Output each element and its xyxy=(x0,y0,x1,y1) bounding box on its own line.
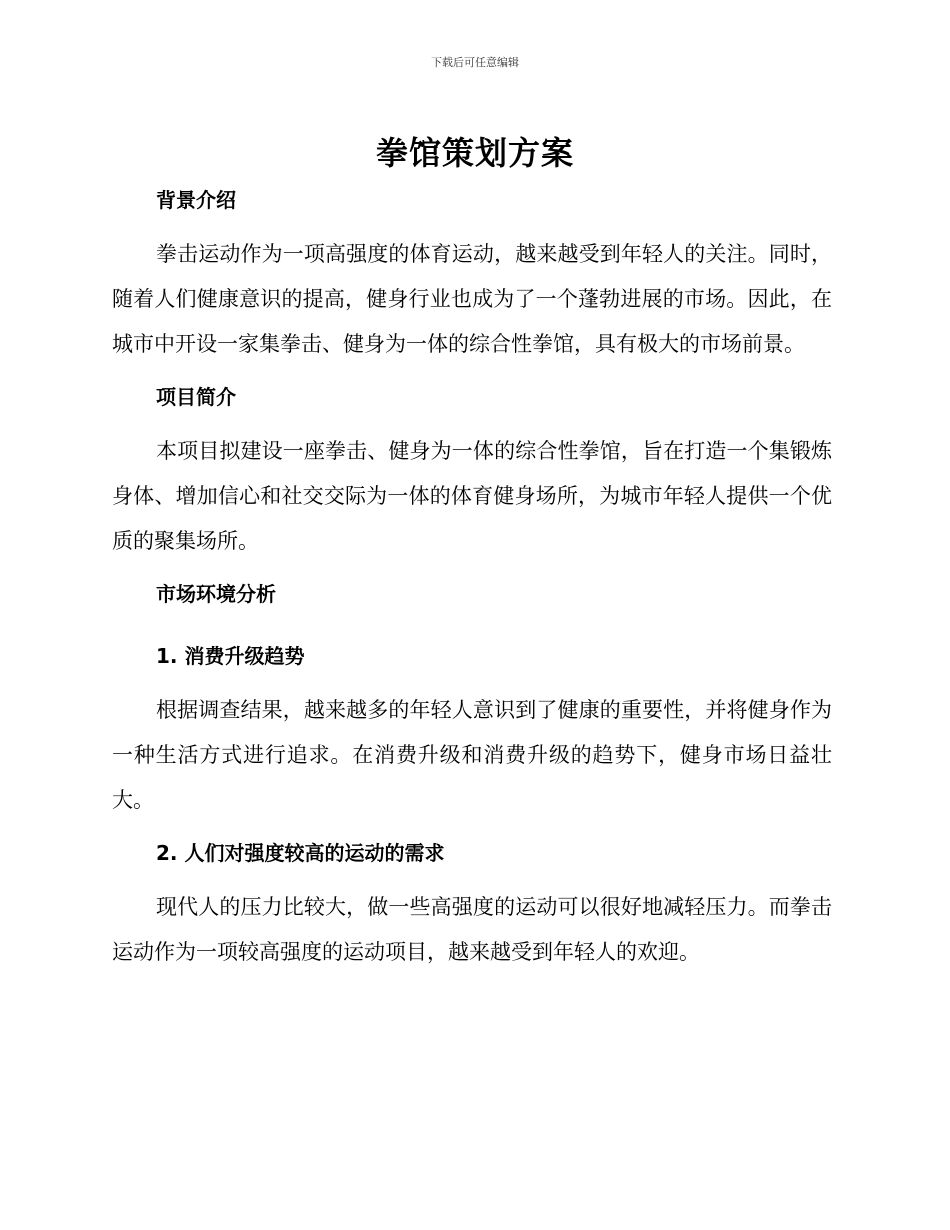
section-heading-high-intensity-demand: 2. 人们对强度较高的运动的需求 xyxy=(156,841,445,865)
section-paragraph-high-intensity-demand: 现代人的压力比较大，做一些高强度的运动可以很好地减轻压力。而拳击运动作为一项较高强度的运动项目，越来越受到年轻人的欢迎。 xyxy=(112,895,832,964)
section-heading-market-analysis: 市场环境分析 xyxy=(156,582,276,606)
section-heading-consumption-upgrade: 1. 消费升级趋势 xyxy=(156,644,305,668)
section-heading-background: 背景介绍 xyxy=(156,188,236,212)
document-title: 拳馆策划方案 xyxy=(375,134,574,172)
section-paragraph-background: 拳击运动作为一项高强度的体育运动，越来越受到年轻人的关注。同时，随着人们健康意识的提高，健身行业也成为了一个蓬勃进展的市场。因此，在城市中开设一家集拳击、健身为一体的综合性拳馆，具有极大的市场前景。 xyxy=(112,242,832,356)
section-paragraph-project-intro: 本项目拟建设一座拳击、健身为一体的综合性拳馆，旨在打造一个集锻炼身体、增加信心和社交交际为一体的体育健身场所，为城市年轻人提供一个优质的聚集场所。 xyxy=(112,439,832,553)
section-paragraph-consumption-upgrade: 根据调查结果，越来越多的年轻人意识到了健康的重要性，并将健身作为一种生活方式进行追求。在消费升级和消费升级的趋势下，健身市场日益壮大。 xyxy=(112,698,832,812)
document-body xyxy=(112,182,832,975)
section-heading-project-intro: 项目简介 xyxy=(156,385,236,409)
page-header-note: 下载后可任意编辑 xyxy=(431,56,519,69)
